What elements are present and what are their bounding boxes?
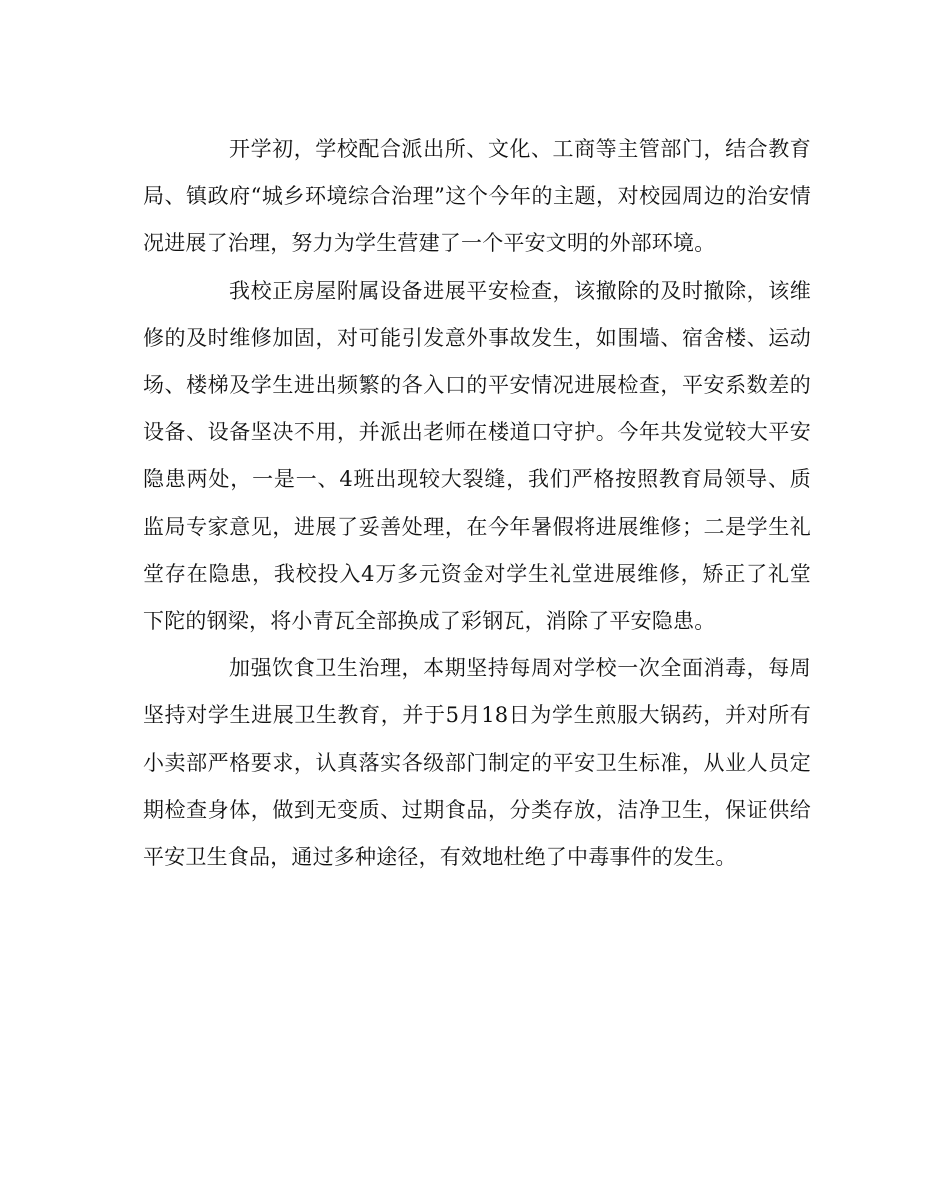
document-body [143,126,811,881]
paragraph-building-inspection: 我校正房屋附属设备进展平安检查，该撤除的及时撤除，该维修的及时维修加固，对可能引发意外事故发生，如围墙、宿舍楼、运动场、楼梯及学生进出频繁的各入口的平安情况进展检查，平安系数差的设备、设备坚决不用，并派出老师在楼道口守护。今年共发觉较大平安隐患两处，一是一、4班出现较大裂缝，我们严格按照教育局领导、质监局专家意见，进展了妥善处理，在今年暑假将进展维修；二是学生礼堂存在隐患，我校投入4万多元资金对学生礼堂进展维修，矫正了礼堂下陀的钢梁，将小青瓦全部换成了彩钢瓦，消除了平安隐患。 [143,278,811,634]
paragraph-food-hygiene: 加强饮食卫生治理，本期坚持每周对学校一次全面消毒，每周坚持对学生进展卫生教育，并于5月18日为学生煎服大锅药，并对所有小卖部严格要求，认真落实各级部门制定的平安卫生标准，从业人员定期检查身体，做到无变质、过期食品，分类存放，洁净卫生，保证供给平安卫生食品，通过多种途径，有效地杜绝了中毒事件的发生。 [143,656,811,870]
paragraph-campus-security: 开学初，学校配合派出所、文化、工商等主管部门，结合教育局、镇政府“城乡环境综合治理”这个今年的主题，对校园周边的治安情况进展了治理，努力为学生营建了一个平安文明的外部环境。 [143,137,811,256]
